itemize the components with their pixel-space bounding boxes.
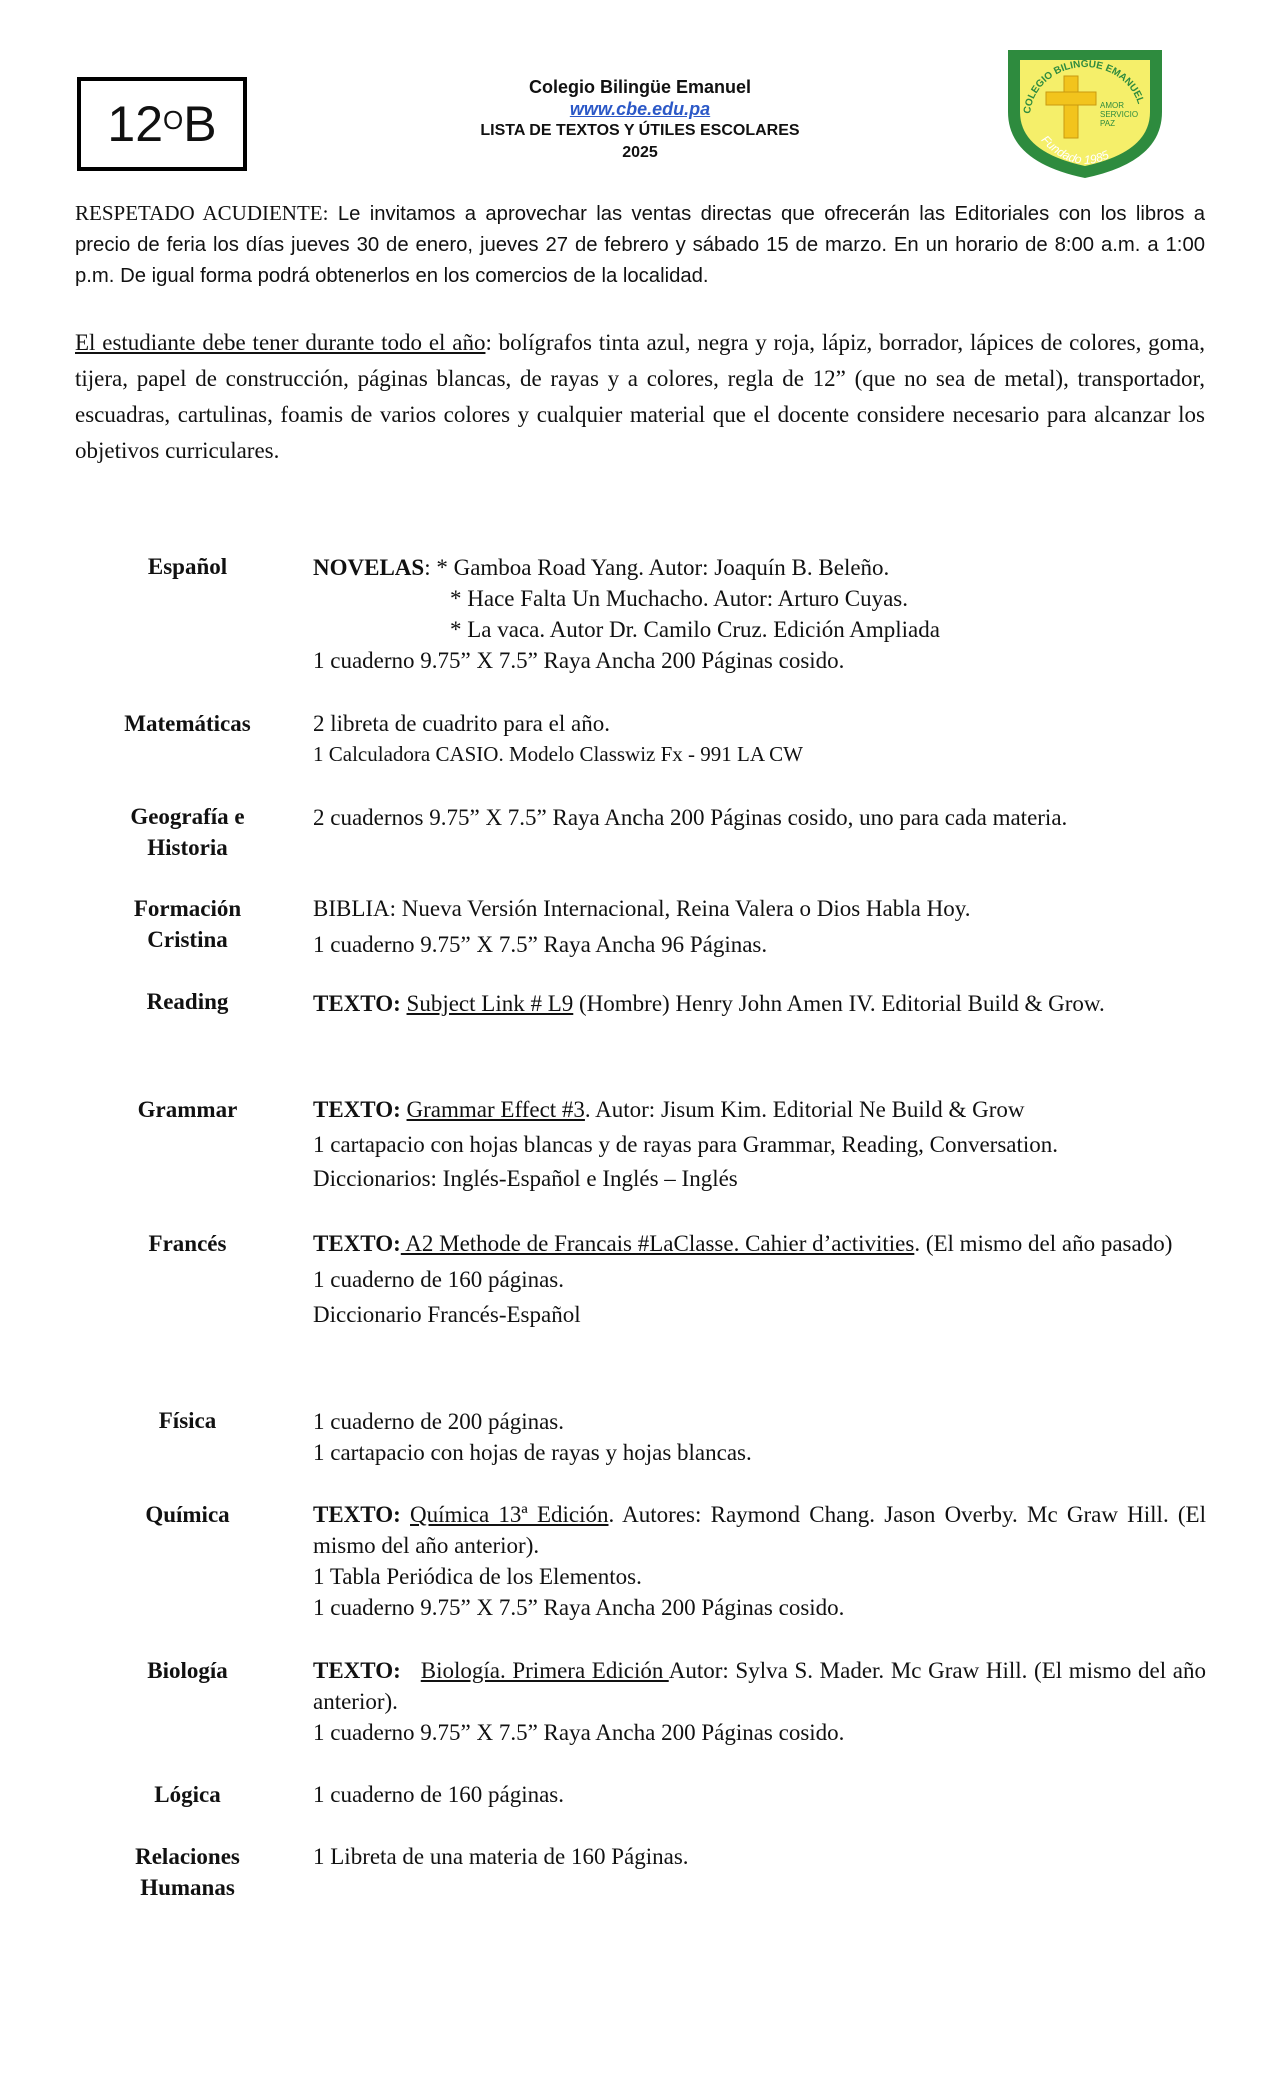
grade-badge [77,77,247,171]
matematicas-line-1: 2 libreta de cuadrito para el año. [313,711,610,736]
requirements-lead: El estudiante debe tener durante todo el año [75,330,486,355]
formacion-line-2: 1 cuaderno 9.75” X 7.5” Raya Ancha 96 Páginas. [313,932,768,957]
grammar-line-3: Diccionarios: Inglés-Español e Inglés – Inglés [313,1166,738,1191]
requirements-paragraph [75,325,1205,469]
frances-line-3: Diccionario Francés-Español [313,1302,581,1327]
quimica-line-3: 1 cuaderno 9.75” X 7.5” Raya Ancha 200 Páginas cosido. [313,1595,845,1620]
list-title: LISTA DE TEXTOS Y ÚTILES ESCOLARES [480,122,800,139]
geografia-line-1: 2 cuadernos 9.75” X 7.5” Raya Ancha 200 Páginas cosido, uno para cada materia. [313,805,1068,830]
biologia-line-2: 1 cuaderno 9.75” X 7.5” Raya Ancha 200 Páginas cosido. [313,1720,845,1745]
frances-label: TEXTO: [313,1231,401,1256]
novelas-label: NOVELAS [313,555,425,580]
formacion-line-1: BIBLIA: Nueva Versión Internacional, Reina Valera o Dios Habla Hoy. [313,896,971,921]
reading-rest: (Hombre) Henry John Amen IV. Editorial Build & Grow. [573,991,1105,1016]
notice-lead: RESPETADO ACUDIENTE: [75,201,329,225]
geografia-name-2: Historia [147,835,228,860]
novela-3: * La vaca. Autor Dr. Camilo Cruz. Edición Ampliada [450,617,940,642]
quimica-rest: . Autores: Raymond Chang. Jason Overby. Mc Graw Hill. (El mismo del año anterior). [313,1502,1206,1558]
content-biologia [313,1655,1206,1748]
frances-book: A2 Methode de Francais #LaClasse. Cahier d’activities [400,1231,915,1256]
reading-book: Subject Link # L9 [406,991,574,1016]
logica-line-1: 1 cuaderno de 160 páginas. [313,1782,565,1807]
content-formacion [313,893,1206,960]
subject-reading: Reading [146,989,229,1014]
relaciones-line-1: 1 Libreta de una materia de 160 Páginas. [313,1844,689,1869]
notice-text: Le invitamos a aprovechar las ventas directas que ofrecerán las Editoriales con los libros a precio de feria los días jueves 30 de enero, jueves 27 de febrero y sábado 15 de marzo. En un horario de 8:00 a.m. a 1:00 p.m. De igual forma podrá obtenerlos en los comercios de la localidad. [75,203,1206,287]
quimica-label: TEXTO: [313,1502,401,1527]
document-header [420,76,860,164]
quimica-book: Química 13ª Edición [410,1502,609,1527]
crest-founded-text: Fundado 1985 [1038,132,1111,167]
novela-1: : * Gamboa Road Yang. Autor: Joaquín B. Beleño. [424,555,890,580]
subject-grammar: Grammar [137,1097,238,1122]
crest-arc-text: COLEGIO BILINGÜE EMANUEL [1022,58,1146,115]
content-frances [313,1228,1206,1330]
school-name: Colegio Bilingüe Emanuel [528,77,752,97]
crest-motto-3: PAZ [1100,119,1115,128]
geografia-name-1: Geografía e [130,804,245,829]
content-fisica [313,1406,1206,1468]
school-year: 2025 [622,144,658,161]
formacion-name-1: Formación [133,896,242,921]
grade-number: 12 [107,96,164,152]
subject-espanol: Español [147,554,228,579]
biologia-rest: Autor: Sylva S. Mader. Mc Graw Hill. (El mismo del año anterior). [313,1658,1207,1714]
content-espanol [313,552,1206,676]
subject-logica: Lógica [154,1782,221,1807]
subject-geografia [90,801,285,863]
subject-matematicas: Matemáticas [124,711,251,736]
content-quimica [313,1499,1206,1623]
grammar-line-2: 1 cartapacio con hojas blancas y de rayas para Grammar, Reading, Conversation. [313,1132,1059,1157]
grammar-book: Grammar Effect #3 [406,1097,585,1122]
grammar-label: TEXTO: [313,1097,401,1122]
novela-2: * Hace Falta Un Muchacho. Autor: Arturo Cuyas. [450,586,908,611]
reading-label: TEXTO: [313,991,401,1016]
crest-motto-2: SERVICIO [1100,110,1139,119]
biologia-label: TEXTO: [313,1658,401,1683]
frances-line-2: 1 cuaderno de 160 páginas. [313,1267,565,1292]
subject-quimica: Química [145,1502,230,1527]
content-grammar [313,1094,1206,1194]
school-website-link[interactable]: www.cbe.edu.pa [569,99,711,119]
grade-superscript: O [163,105,184,135]
quimica-line-2: 1 Tabla Periódica de los Elementos. [313,1564,642,1589]
crest-motto-1: AMOR [1100,101,1124,110]
subject-fisica: Física [158,1408,217,1433]
requirements-text: : bolígrafos tinta azul, negra y roja, lápiz, borrador, lápices de colores, goma, tijera, papel de construcción, páginas blancas, de rayas y a colores, regla de 12” (que no sea de metal), transportador, escuadras, cartulinas, foamis de varios colores y cualquier material que el docente considere necesario para alcanzar los objetivos curriculares. [75,330,1205,463]
frances-rest: . (El mismo del año pasado) [914,1231,1173,1256]
subject-formacion [90,893,285,955]
relaciones-name-1: Relaciones [135,1844,240,1869]
content-logica [313,1779,1206,1810]
content-geografia [313,802,1206,833]
espanol-notebook: 1 cuaderno 9.75” X 7.5” Raya Ancha 200 Páginas cosido. [313,648,845,673]
fisica-line-2: 1 cartapacio con hojas de rayas y hojas blancas. [313,1440,752,1465]
biologia-book: Biología. Primera Edición [420,1658,669,1683]
subject-biologia: Biología [147,1658,228,1683]
grammar-rest: . Autor: Jisum Kim. Editorial Ne Build & Grow [584,1097,1025,1122]
relaciones-name-2: Humanas [140,1875,235,1900]
content-matematicas [313,708,1206,770]
grade-section: B [183,96,217,152]
formacion-name-2: Cristina [147,927,228,952]
fisica-line-1: 1 cuaderno de 200 páginas. [313,1409,565,1434]
notice-paragraph [75,198,1205,292]
subject-relaciones [90,1841,285,1903]
content-relaciones [313,1841,1206,1872]
content-reading [313,986,1206,1022]
subject-frances: Francés [148,1231,227,1256]
school-crest-logo [1000,42,1170,182]
matematicas-line-2: 1 Calculadora CASIO. Modelo Classwiz Fx - 991 LA CW [313,742,803,766]
